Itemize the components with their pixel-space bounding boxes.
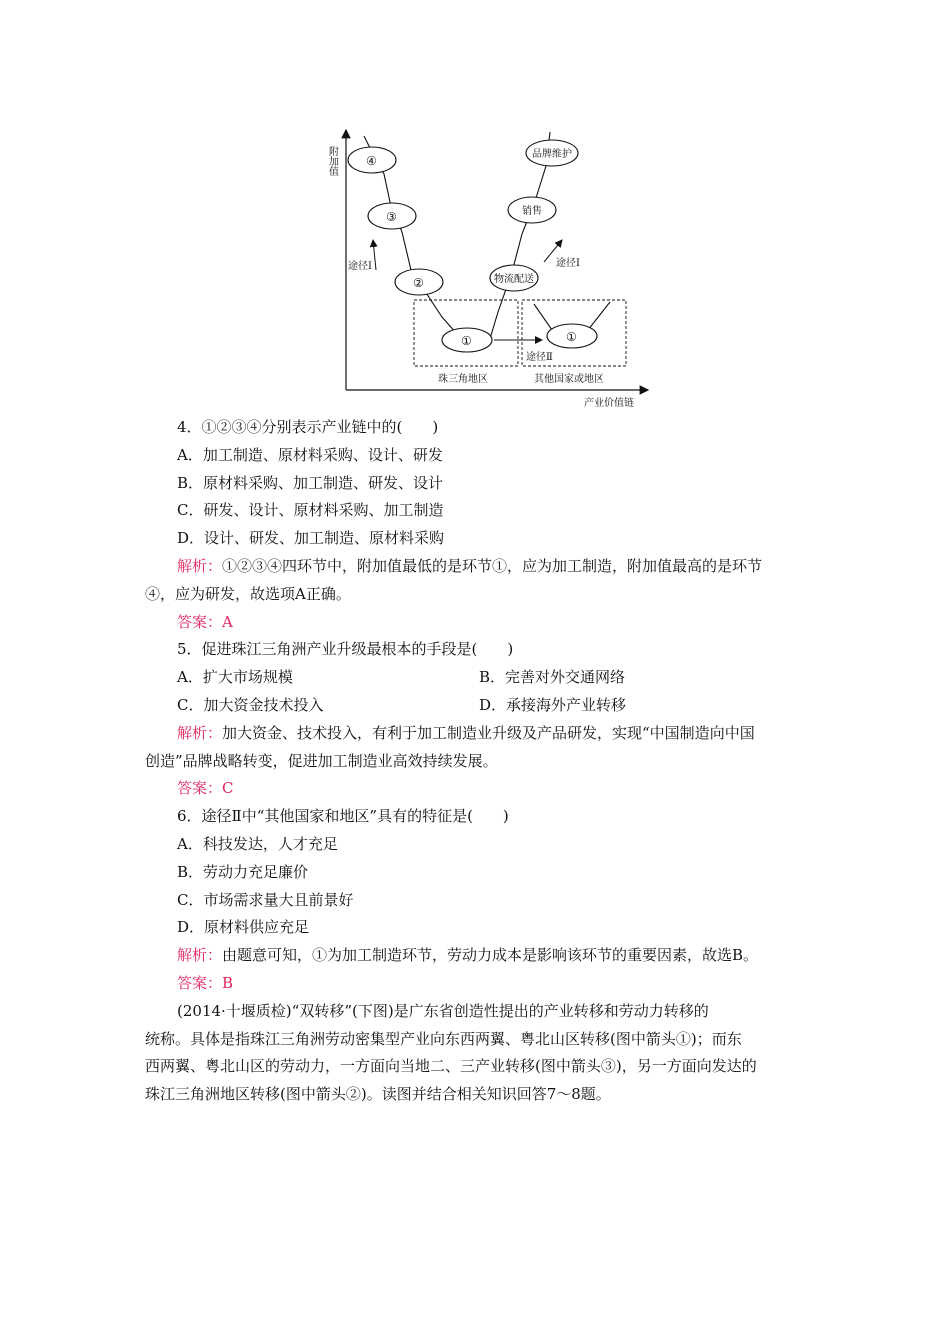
node-1-left-label: ① [461, 334, 472, 348]
route1-left-arrow [373, 240, 376, 270]
node-1-right-label: ① [566, 330, 577, 344]
q6-option-a: A．科技发达，人才充足 [177, 834, 338, 853]
node-4-label: ④ [366, 154, 377, 168]
region-left-label: 珠三角地区 [438, 374, 488, 385]
passage-line4: 珠江三角洲地区转移(图中箭头②)。读图并结合相关知识回答7～8题。 [145, 1085, 611, 1104]
q6-option-b: B．劳动力充足廉价 [177, 862, 309, 881]
q6-answer [145, 970, 810, 998]
q5-option-a: A．扩大市场规模 [177, 668, 293, 687]
q4-analysis-line2: ④，应为研发，故选项A正确。 [145, 584, 351, 603]
x-axis-label: 产业价值链 [584, 398, 634, 409]
answer-value: C [222, 779, 234, 798]
logistics-label: 物流配送 [494, 274, 534, 285]
analysis-text: ①②③④四环节中，附加值最低的是环节①，应为加工制造，附加值最高的是环节 [222, 556, 763, 575]
q5-options-row1 [145, 664, 810, 692]
question-content [145, 412, 810, 1109]
region-right-label: 其他国家或地区 [534, 374, 604, 385]
q5-option-d: D．承接海外产业转移 [479, 695, 627, 714]
q5-options-row2 [145, 692, 810, 720]
passage-line3: 西两翼、粤北山区的劳动力，一方面向当地二、三产业转移(图中箭头③)，另一方面向发达的 [145, 1057, 757, 1076]
route2-label: 途径Ⅱ [526, 352, 553, 363]
answer-value: B [222, 973, 234, 992]
q5-stem: 5．促进珠江三角洲产业升级最根本的手段是( ) [177, 640, 514, 659]
route1-right-label: 途径Ⅰ [556, 258, 580, 269]
node-2-label: ② [413, 276, 424, 290]
answer-value: A [222, 612, 233, 631]
passage-line2: 统称。具体是指珠江三角洲劳动密集型产业向东西两翼、粤北山区转移(图中箭头①)；而东 [145, 1029, 742, 1048]
q5-option-c: C．加大资金技术投入 [177, 695, 324, 714]
analysis-text: 由题意可知，①为加工制造环节，劳动力成本是影响该环节的重要因素，故选B。 [222, 946, 759, 965]
analysis-label: 解析： [177, 556, 223, 575]
q4-answer [145, 609, 810, 637]
q4-option-a: A．加工制造、原材料采购、设计、研发 [177, 445, 443, 464]
q5-option-b: B．完善对外交通网络 [479, 668, 626, 687]
answer-label: 答案： [177, 973, 223, 992]
answer-label: 答案： [177, 612, 223, 631]
node-3-label: ③ [386, 210, 397, 224]
q6-option-d: D．原材料供应充足 [177, 918, 310, 937]
q4-stem: 4．①②③④分别表示产业链中的( ) [177, 418, 439, 436]
answer-label: 答案： [177, 779, 223, 798]
q6-option-c: C．市场需求量大且前景好 [177, 890, 354, 909]
analysis-label: 解析： [177, 946, 223, 965]
analysis-text: 加大资金、技术投入，有利于加工制造业升级及产品研发，实现“中国制造向中国 [222, 723, 755, 742]
q4-analysis-line1 [145, 553, 810, 581]
q5-answer [145, 775, 810, 803]
q4-option-b: B．原材料采购、加工制造、研发、设计 [177, 473, 444, 492]
sales-label: 销售 [522, 206, 542, 217]
value-chain-figure [326, 122, 656, 412]
q5-analysis-line2: 创造”品牌战略转变，促进加工制造业高效持续发展。 [145, 751, 498, 770]
y-axis-label: 附加值 [326, 146, 338, 176]
route1-left-label: 途径Ⅰ [348, 261, 372, 272]
analysis-label: 解析： [177, 723, 223, 742]
q4-option-c: C．研发、设计、原材料采购、加工制造 [177, 501, 444, 520]
q5-analysis-line1 [145, 720, 810, 748]
passage-line1: (2014·十堰质检)“双转移”(下图)是广东省创造性提出的产业转移和劳动力转移的 [177, 1001, 709, 1020]
q4-option-d: D．设计、研发、加工制造、原材料采购 [177, 529, 445, 548]
q6-stem: 6．途径Ⅱ中“其他国家和地区”具有的特征是( ) [177, 807, 509, 826]
q6-analysis-line1 [145, 942, 810, 970]
brand-label: 品牌维护 [532, 149, 572, 160]
